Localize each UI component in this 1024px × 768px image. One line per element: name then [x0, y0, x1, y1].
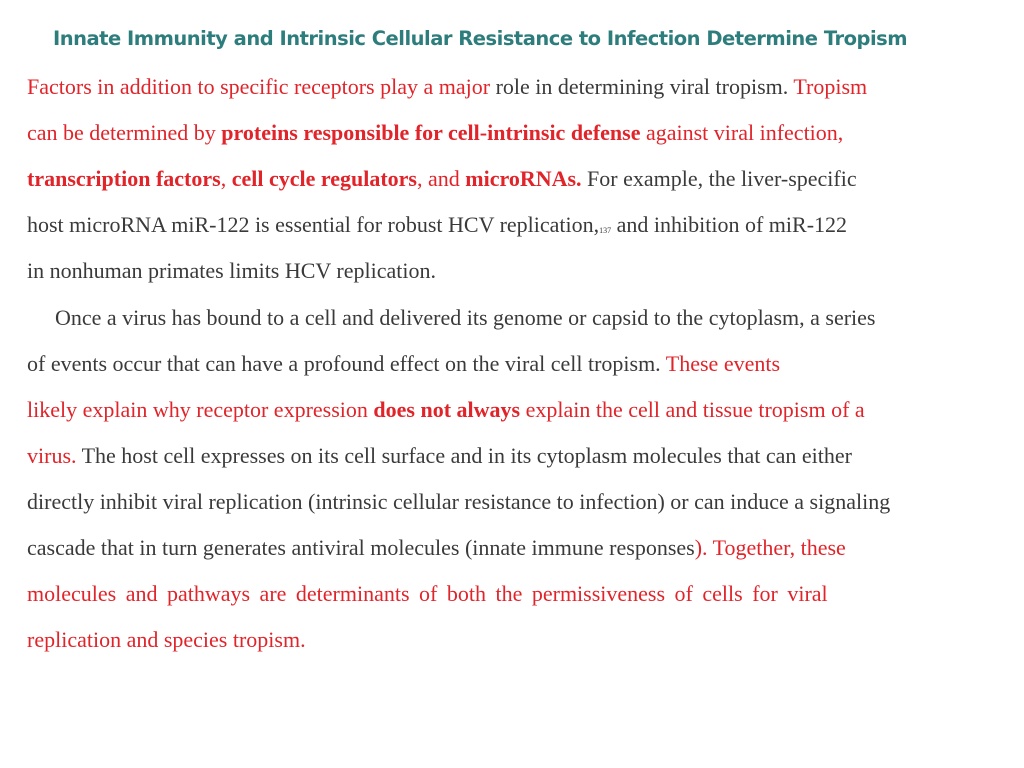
text-span: Factors in addition to specific receptors play a major [27, 74, 491, 99]
emphasis-text: cell cycle regulators [231, 166, 417, 191]
text-span: of events occur that can have a profound effect on the viral cell tropism. [27, 351, 666, 376]
text-span: virus. [27, 443, 77, 468]
paragraph1-line2 [27, 119, 843, 147]
text-span: host microRNA miR-122 is essential for robust HCV replication, [27, 212, 600, 237]
paragraph2-line5: directly inhibit viral replication (intrinsic cellular resistance to infection) or can induce a signaling [27, 489, 891, 514]
text-span: explain the cell and tissue tropism of a [520, 397, 865, 422]
text-span: The host cell expresses on its cell surface and in its cytoplasm molecules that can either [76, 443, 852, 468]
paragraph1-line1 [27, 73, 867, 101]
emphasis-text: proteins responsible for cell-intrinsic defense [221, 120, 641, 145]
text-span: Tropism [793, 74, 868, 99]
emphasis-text: microRNAs. [465, 166, 582, 191]
paragraph2-line2 [27, 350, 780, 378]
text-span: For example, the liver-specific [581, 166, 857, 191]
text-span: , and [416, 166, 466, 191]
slide-title: Innate Immunity and Intrinsic Cellular Resistance to Infection Determine Tropism [53, 27, 908, 50]
emphasis-text: transcription factors [27, 166, 221, 191]
text-span: , [220, 166, 232, 191]
emphasis-text: does not always [373, 397, 521, 422]
text-span: cascade that in turn generates antiviral molecules (innate immune responses [27, 535, 695, 560]
text-span: ). Together, these [694, 535, 846, 560]
paragraph2-line6 [27, 534, 846, 562]
text-span: These events [665, 351, 781, 376]
paragraph1-line3 [27, 165, 857, 193]
reference-number: 137 [599, 226, 612, 235]
text-span: role in determining viral tropism. [490, 74, 794, 99]
text-span: against viral infection, [640, 120, 844, 145]
paragraph2-line4 [27, 442, 852, 470]
paragraph2-line1: Once a virus has bound to a cell and delivered its genome or capsid to the cytoplasm, a series [55, 305, 876, 330]
text-span: and inhibition of miR-122 [611, 212, 848, 237]
paragraph1-line5: in nonhuman primates limits HCV replication. [27, 258, 436, 283]
text-span: likely explain why receptor expression [27, 397, 374, 422]
paragraph2-line7: molecules and pathways are determinants of both the permissiveness of cells for viral [27, 581, 828, 606]
paragraph1-line4 [27, 211, 847, 245]
paragraph2-line8: replication and species tropism. [27, 627, 306, 652]
text-span: can be determined by [27, 120, 222, 145]
paragraph2-line3 [27, 396, 865, 424]
